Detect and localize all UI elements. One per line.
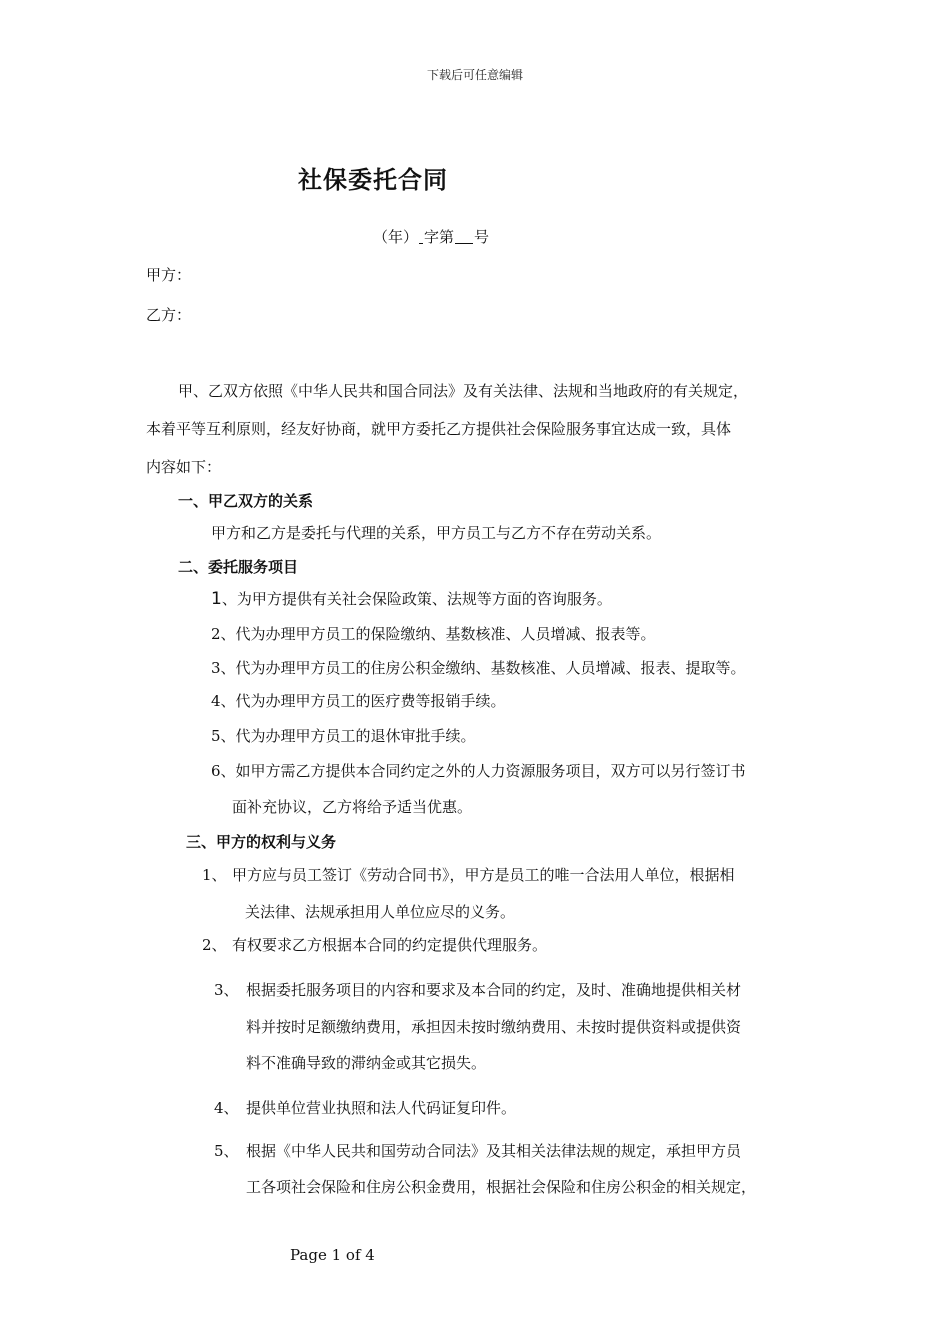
intro-line: 本着平等互利原则，经友好协商，就甲方委托乙方提供社会保险服务事宜达成一致，具体	[146, 420, 732, 438]
list-item-continuation: 面补充协议，乙方将给予适当优惠。	[232, 798, 473, 816]
list-item-text: 、代为办理甲方员工的医疗费等报销手续。	[220, 692, 506, 710]
doc-number-blank	[419, 242, 423, 244]
list-item-number: 2	[211, 625, 221, 643]
list-item	[211, 760, 746, 781]
list-item-continuation: 料并按时足额缴纳费用，承担因未按时缴纳费用、未按时提供资料或提供资	[246, 1018, 742, 1036]
list-item-number: 1、	[202, 866, 227, 884]
list-item-text: 甲方应与员工签订《劳动合同书》，甲方是员工的唯一合法用人单位，根据相	[232, 866, 735, 884]
list-item	[211, 657, 746, 678]
list-item-text: 提供单位营业执照和法人代码证复印件。	[246, 1099, 517, 1117]
list-item-text: 、为甲方提供有关社会保险政策、法规等方面的咨询服务。	[221, 590, 612, 608]
list-item	[211, 588, 612, 609]
list-item-text: 、代为办理甲方员工的保险缴纳、基数核准、人员增减、报表等。	[220, 625, 656, 643]
section-heading: 三、甲方的权利与义务	[186, 833, 337, 851]
section-heading: 二、委托服务项目	[178, 558, 299, 576]
list-item-text: 、如甲方需乙方提供本合同约定之外的人力资源服务项目，双方可以另行签订书	[220, 762, 746, 780]
list-item-continuation: 料不准确导致的滞纳金或其它损失。	[246, 1054, 487, 1072]
list-item-text: 有权要求乙方根据本合同的约定提供代理服务。	[232, 936, 548, 954]
list-item-number: 5、	[214, 1142, 239, 1160]
list-item-number: 5	[211, 727, 221, 745]
list-item-number: 6	[211, 762, 221, 780]
list-item-text: 、代为办理甲方员工的住房公积金缴纳、基数核准、人员增减、报表、提取等。	[220, 659, 746, 677]
section-heading: 一、甲乙双方的关系	[178, 492, 314, 510]
doc-number-blank	[455, 242, 473, 244]
list-item-text: 根据委托服务项目的内容和要求及本合同的约定，及时、准确地提供相关材	[246, 981, 742, 999]
list-item-number: 2、	[202, 936, 227, 954]
page-footer: Page 1 of 4	[290, 1246, 375, 1264]
doc-number-char: 字第	[424, 228, 455, 246]
list-item-number: 3、	[214, 981, 239, 999]
document-number	[373, 226, 489, 247]
list-item-number: 4、	[214, 1099, 239, 1117]
list-item-continuation: 工各项社会保险和住房公积金费用，根据社会保险和住房公积金的相关规定，	[246, 1178, 757, 1196]
list-item	[211, 725, 476, 746]
list-item	[211, 690, 506, 711]
party-b-label: 乙方：	[146, 306, 192, 324]
intro-line: 内容如下：	[146, 458, 222, 476]
list-item-text: 、代为办理甲方员工的退休审批手续。	[220, 727, 476, 745]
list-item	[211, 623, 656, 644]
list-item-number: 3	[211, 659, 221, 677]
header-note: 下载后可任意编辑	[426, 68, 523, 82]
list-item-number: 4	[211, 692, 221, 710]
section-text: 甲方和乙方是委托与代理的关系，甲方员工与乙方不存在劳动关系。	[211, 524, 662, 542]
intro-line: 甲、乙双方依照《中华人民共和国合同法》及有关法律、法规和当地政府的有关规定，	[178, 382, 749, 400]
doc-number-suffix: 号	[474, 228, 490, 246]
document-title: 社保委托合同	[298, 166, 448, 194]
doc-number-year: （年）	[373, 228, 419, 246]
list-item-text: 根据《中华人民共和国劳动合同法》及其相关法律法规的规定，承担甲方员	[246, 1142, 742, 1160]
list-item-number: 1	[211, 589, 222, 609]
list-item-continuation: 关法律、法规承担用人单位应尽的义务。	[245, 903, 516, 921]
party-a-label: 甲方：	[146, 266, 192, 284]
